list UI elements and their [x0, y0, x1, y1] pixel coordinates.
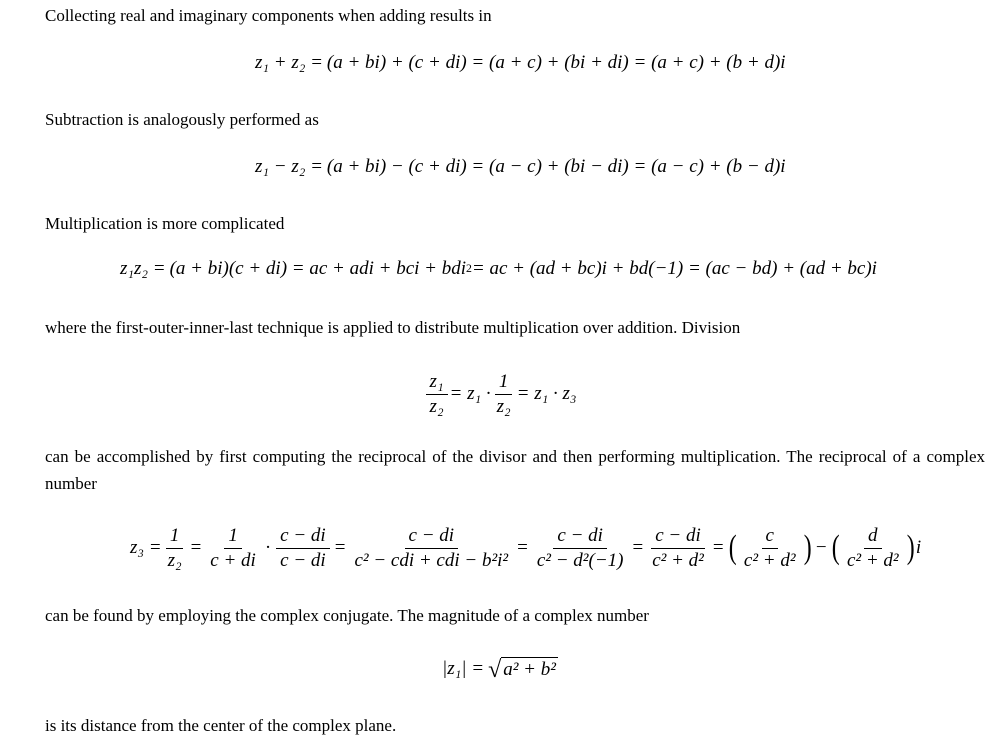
equation-magnitude-lhs: |z₁| =	[442, 658, 485, 679]
fraction-final-denominator: $\frac{c - di}{\text{c² + d²}}$	[652, 524, 704, 571]
paragraph-addition-intro: Collecting real and imaginary components when adding results in	[45, 6, 492, 25]
equation-subtraction-lhs: z₁ − z₂ =	[255, 156, 323, 177]
equation-reciprocal: z₃ = $\frac{1}{\text{z₂}}$ = $\frac{1}{c + di}$ · $\frac{c - di}{c - di}$ = $\frac{c - di}{\text{c² − cdi + cdi − b²i²}}$ = $\frac{c - di}{\text{c² − d²(−1)}}$ = $\frac{c - di}{\text{c² + d²}}$ = ( $\frac{c}{\text{c² + d²}}$ ) − ( $\frac{d}{\text{c² + d²}}$ ) i	[130, 524, 922, 571]
fraction-z1-over-z2: $\frac{\text{z₁}}{\text{z₂}}$	[426, 371, 448, 418]
fraction-real-part: $\frac{c}{\text{c² + d²}}$	[743, 524, 796, 571]
fraction-1-over-z2-recip: $\frac{1}{\text{z₂}}$	[167, 524, 182, 571]
fraction-imaginary-part: $\frac{d}{\text{c² + d²}}$	[846, 524, 899, 571]
fraction-1-over-c-plus-di: $\frac{1}{c + di}$	[210, 524, 256, 571]
equation-division-end: = z₁ · z₃	[516, 383, 577, 404]
equation-division-mid: = z₁ ·	[449, 383, 491, 404]
equation-addition-lhs: z₁ + z₂ =	[255, 52, 323, 73]
equation-addition-rhs: (a + bi) + (c + di) = (a + c) + (bi + di) = (a + c) + (b + d)i	[326, 52, 786, 73]
equation-multiplication-lhs: z₁z₂ =	[120, 258, 166, 279]
equation-addition	[255, 52, 786, 74]
fraction-simplified-denominator: $\frac{c - di}{\text{c² − d²(−1)}}$	[536, 524, 624, 571]
radical-sign-icon: √	[488, 656, 502, 683]
equation-multiplication	[120, 258, 877, 280]
equation-division	[0, 368, 1000, 420]
equation-reciprocal-lhs: z₃ =	[130, 537, 162, 558]
equation-multiplication-exponent: 2	[466, 262, 472, 275]
paragraph-subtraction-intro: Subtraction is analogously performed as	[45, 110, 319, 129]
paragraph-division-intro: where the first-outer-inner-last technique is applied to distribute multiplication over addition. Division	[45, 318, 741, 337]
paragraph-magnitude-intro: can be found by employing the complex conjugate. The magnitude of a complex number	[45, 606, 649, 625]
fraction-expanded-denominator: $\frac{c - di}{\text{c² − cdi + cdi − b²i²}}$	[354, 524, 509, 571]
equation-multiplication-rhs-b: = ac + (ad + bc)i + bd(−1) = (ac − bd) + (ad + bc)i	[471, 258, 877, 279]
paragraph-reciprocal-intro: can be accomplished by first computing the reciprocal of the divisor and then performing multiplication. The reciprocal of a complex number	[45, 447, 985, 493]
equation-subtraction	[255, 156, 786, 178]
fraction-conjugate-ratio: $\frac{c - di}{c - di}$	[276, 525, 330, 572]
fraction-1-over-z2: $\frac{1}{\text{z₂}}$	[496, 370, 511, 417]
radicand: a² + b²	[503, 658, 556, 680]
equation-magnitude	[0, 652, 1000, 686]
equation-reciprocal-tail: i	[915, 537, 922, 558]
paragraph-multiplication-intro: Multiplication is more complicated	[45, 214, 285, 233]
equation-multiplication-rhs-a: (a + bi)(c + di) = ac + adi + bci + bdi	[169, 258, 467, 279]
paragraph-magnitude-conclusion: is its distance from the center of the complex plane.	[45, 716, 397, 735]
square-root	[488, 657, 558, 682]
equation-subtraction-rhs: (a + bi) − (c + di) = (a − c) + (bi − di) = (a − c) + (b − d)i	[326, 156, 786, 177]
